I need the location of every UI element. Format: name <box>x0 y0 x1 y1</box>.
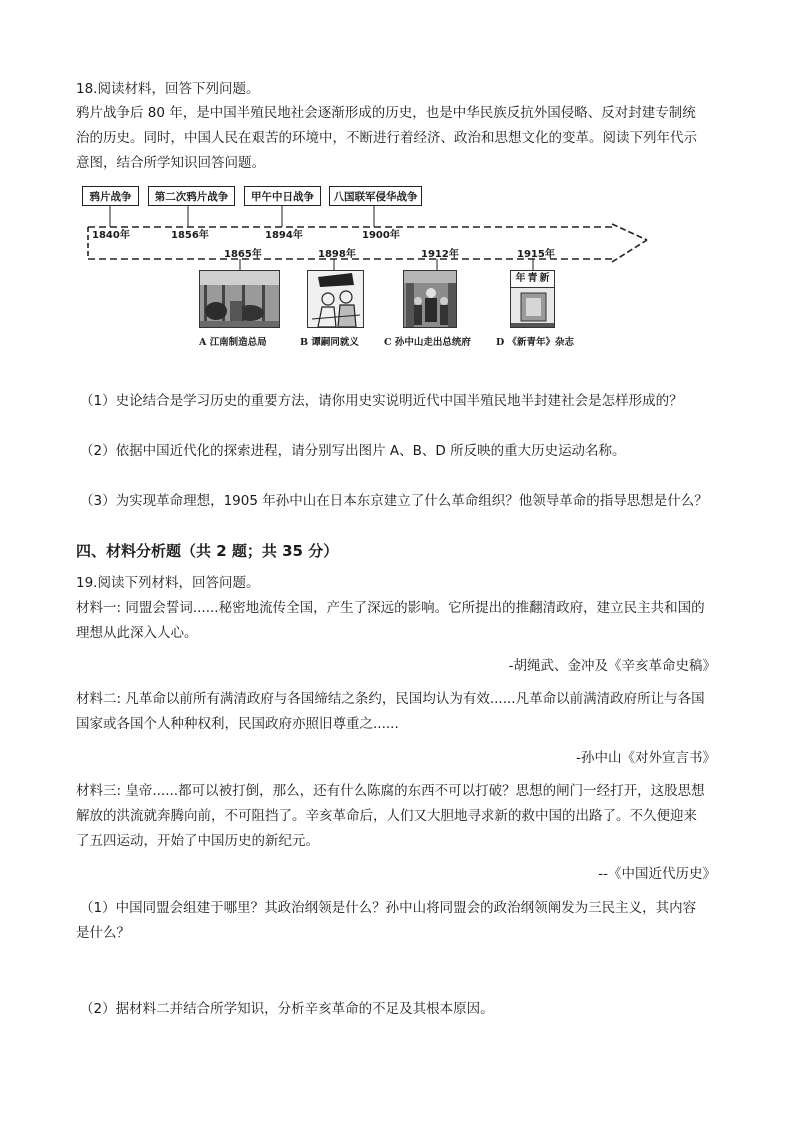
illustration-tan-sitong <box>307 270 364 328</box>
q19-material-1-line: 理想从此深入人心。 <box>76 625 198 641</box>
q19-title: 19.阅读下列材料，回答问题。 <box>76 575 260 591</box>
year-1900: 1900年 <box>362 230 400 241</box>
year-1912: 1912年 <box>421 249 459 260</box>
q18-title: 18.阅读材料，回答下列问题。 <box>76 81 260 97</box>
timeline-arrow <box>0 0 794 360</box>
q18-intro-line: 治的历史。同时，中国人民在艰苦的环境中，不断进行着经济、政治和思想文化的变革。阅读下列年代示 <box>76 130 697 146</box>
q19-question-1-line: 是什么？ <box>76 925 130 941</box>
magazine-char: 青 <box>527 273 540 284</box>
q19-material-3-line: 材料三: 皇帝......都可以被打倒，那么，还有什么陈腐的东西不可以打破？思想的闸门一经打开，这股思想 <box>76 783 705 799</box>
q19-material-2-line: 材料二: 凡革命以前所有满清政府与各国缔结之条约，民国均认为有效......凡革命以前满清政府所让与各国 <box>76 691 705 707</box>
q18-question-1: （1）史论结合是学习历史的重要方法，请你用史实说明近代中国半殖民地半封建社会是怎样形成的？ <box>80 393 683 409</box>
caption-a: A 江南制造总局 <box>199 337 267 348</box>
year-1894: 1894年 <box>265 230 303 241</box>
q19-question-2: （2）据材料二并结合所学知识，分析辛亥革命的不足及其根本原因。 <box>80 1001 494 1017</box>
year-1840: 1840年 <box>92 230 130 241</box>
photo-sun-yatsen <box>403 270 457 328</box>
year-1915: 1915年 <box>517 249 555 260</box>
q19-material-2-source: -孙中山《对外宣言书》 <box>576 750 716 766</box>
q19-material-3-line: 解放的洪流就奔腾向前，不可阻挡了。辛亥革命后，人们又大胆地寻求新的救中国的出路了。不久便迎来 <box>76 808 697 824</box>
caption-b: B 谭嗣同就义 <box>300 337 359 348</box>
magazine-char: 年 <box>515 273 528 284</box>
caption-d: D 《新青年》杂志 <box>496 337 575 348</box>
q18-question-2: （2）依据中国近代化的探索进程，请分别写出图片 A、B、D 所反映的重大历史运动名称。 <box>80 443 626 459</box>
photo-jiangnan-arsenal <box>199 270 280 328</box>
year-1856: 1856年 <box>171 230 209 241</box>
q19-question-1-line: （1）中国同盟会组建于哪里？其政治纲领是什么？孙中山将同盟会的政治纲领阐发为三民主义，其内容 <box>80 900 697 916</box>
q19-material-1-source: -胡绳武、金冲及《辛亥革命史稿》 <box>508 658 716 674</box>
q18-intro-line: 意图，结合所学知识回答问题。 <box>76 155 265 171</box>
q19-material-3-line: 了五四运动，开始了中国历史的新纪元。 <box>76 833 319 849</box>
year-1865: 1865年 <box>224 249 262 260</box>
war-opium-box: 鸦片战争 <box>82 186 139 206</box>
magazine-char: 新 <box>539 273 552 284</box>
q19-material-1-line: 材料一: 同盟会誓词......秘密地流传全国，产生了深远的影响。它所提出的推翻清政府，建立民主共和国的 <box>76 600 705 616</box>
q19-material-2-line: 国家或各国个人种种权利，民国政府亦照旧尊重之...... <box>76 716 399 732</box>
war-sino-japanese-box: 甲午中日战争 <box>244 186 321 206</box>
image-new-youth-magazine <box>510 270 555 328</box>
caption-c: C 孙中山走出总统府 <box>384 337 471 348</box>
war-eight-nation-box: 八国联军侵华战争 <box>329 186 422 206</box>
q18-intro-line: 鸦片战争后 80 年，是中国半殖民地社会逐渐形成的历史，也是中华民族反抗外国侵略、反对封建专制统 <box>76 105 696 121</box>
war-second-opium-box: 第二次鸦片战争 <box>148 186 235 206</box>
section-heading: 四、材料分析题（共 2 题；共 35 分） <box>76 542 339 560</box>
q19-material-3-source: --《中国近代历史》 <box>598 866 716 882</box>
q18-question-3: （3）为实现革命理想，1905 年孙中山在日本东京建立了什么革命组织？他领导革命的指导思想是什么？ <box>80 493 708 509</box>
year-1898: 1898年 <box>318 249 356 260</box>
